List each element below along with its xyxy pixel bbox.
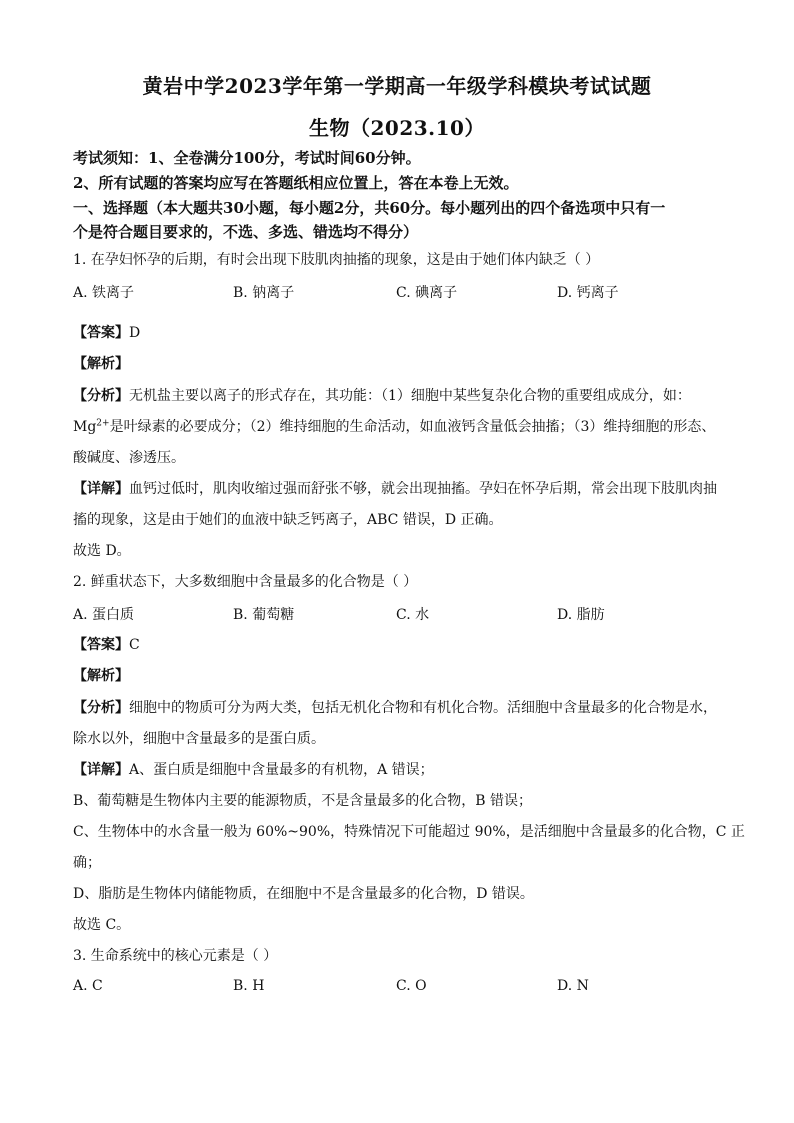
xiangjie-tag: 【详解】 — [73, 481, 129, 497]
section-heading-line-2: 个是符合题目要求的，不选、多选、错选均不得分） — [73, 223, 419, 241]
q2-option-b: B. 葡萄糖 — [233, 607, 295, 623]
q2-fenxi-text-1: 细胞中的物质可分为两大类，包括无机化合物和有机化合物。活细胞中含量最多的化合物是水， — [129, 700, 717, 716]
q1-xiangjie-line-1 — [73, 479, 723, 499]
q1-conclusion: 故选 D。 — [73, 543, 131, 559]
answer-tag: 【答案】 — [73, 637, 129, 653]
q3-option-c: C. O — [396, 978, 427, 994]
q2-option-c: C. 水 — [396, 607, 430, 623]
exam-subtitle: 生物（2023.10） — [309, 116, 485, 140]
q1-xiangjie-text-1: 血钙过低时，肌肉收缩过强而舒张不够，就会出现抽搐。孕妇在怀孕后期，常会出现下肢肌肉抽 — [129, 481, 717, 497]
q1-analysis-tag — [73, 354, 723, 374]
q1-option-b: B. 钠离子 — [233, 285, 295, 301]
q3-option-b: B. H — [233, 978, 265, 994]
notice-line-1: 考试须知：1、全卷满分100分，考试时间60分钟。 — [73, 149, 421, 167]
mg-charge: 2+ — [96, 418, 110, 429]
q1-option-a: A. 铁离子 — [73, 285, 135, 301]
q3-stem: 3. 生命系统中的核心元素是（ ） — [73, 948, 278, 964]
q2-analysis-tag — [73, 666, 723, 686]
q2-xiangjie-line-b: B、葡萄糖是生物体内主要的能源物质，不是含量最多的化合物，B 错误； — [73, 793, 533, 809]
notice-line-2: 2、所有试题的答案均应写在答题纸相应位置上，答在本卷上无效。 — [73, 174, 519, 192]
exam-title: 黄岩中学2023学年第一学期高一年级学科模块考试试题 — [142, 74, 652, 98]
q1-fenxi-line-3: 酸碱度、渗透压。 — [73, 450, 185, 466]
q2-xiangjie-text-a: A、蛋白质是细胞中含量最多的有机物，A 错误； — [129, 762, 434, 778]
q1-fenxi-text-1: 无机盐主要以离子的形式存在，其功能：（1）细胞中某些复杂化合物的重要组成成分，如： — [129, 388, 691, 404]
q2-option-d: D. 脂肪 — [557, 607, 605, 623]
q1-xiangjie-line-2: 搐的现象，这是由于她们的血液中缺乏钙离子，ABC 错误，D 正确。 — [73, 512, 503, 528]
answer-tag: 【答案】 — [73, 325, 129, 341]
q2-xiangjie-line-a — [73, 760, 723, 780]
q2-conclusion: 故选 C。 — [73, 917, 131, 933]
q2-fenxi-line-2: 除水以外，细胞中含量最多的是蛋白质。 — [73, 731, 325, 747]
q1-answer — [73, 323, 723, 343]
fenxi-tag: 【分析】 — [73, 388, 129, 404]
q2-xiangjie-line-d: D、脂肪是生物体内储能物质，在细胞中不是含量最多的化合物，D 错误。 — [73, 886, 534, 902]
section-heading-line-1: 一、选择题（本大题共30小题，每小题2分，共60分。每小题列出的四个备选项中只有一 — [73, 199, 666, 217]
q1-fenxi-text-2: 是叶绿素的必要成分；（2）维持细胞的生命活动，如血液钙含量低会抽搐；（3）维持细胞的形态、 — [109, 419, 716, 435]
q2-stem: 2. 鲜重状态下，大多数细胞中含量最多的化合物是（ ） — [73, 574, 418, 590]
q1-answer-value: D — [129, 325, 141, 341]
q1-option-c: C. 碘离子 — [396, 285, 458, 301]
q2-xiangjie-line-c1: C、生物体中的水含量一般为 60%~90%，特殊情况下可能超过 90%，是活细胞中含量最多的化合物，C 正 — [73, 824, 745, 840]
q1-option-d: D. 钙离子 — [557, 285, 619, 301]
q1-stem: 1. 在孕妇怀孕的后期，有时会出现下肢肌肉抽搐的现象，这是由于她们体内缺乏（ ） — [73, 252, 600, 268]
q2-xiangjie-line-c2: 确； — [73, 855, 101, 871]
q2-fenxi-line-1 — [73, 698, 723, 718]
mg-symbol: Mg — [73, 419, 97, 435]
analysis-tag: 【解析】 — [73, 668, 129, 684]
q1-fenxi-line-1 — [73, 386, 723, 406]
q2-answer — [73, 635, 723, 655]
fenxi-tag: 【分析】 — [73, 700, 129, 716]
q2-answer-value: C — [129, 637, 140, 653]
xiangjie-tag: 【详解】 — [73, 762, 129, 778]
q1-fenxi-line-2 — [73, 417, 723, 437]
q3-option-a: A. C — [73, 978, 103, 994]
q3-option-d: D. N — [557, 978, 589, 994]
q2-option-a: A. 蛋白质 — [73, 607, 135, 623]
analysis-tag: 【解析】 — [73, 356, 129, 372]
